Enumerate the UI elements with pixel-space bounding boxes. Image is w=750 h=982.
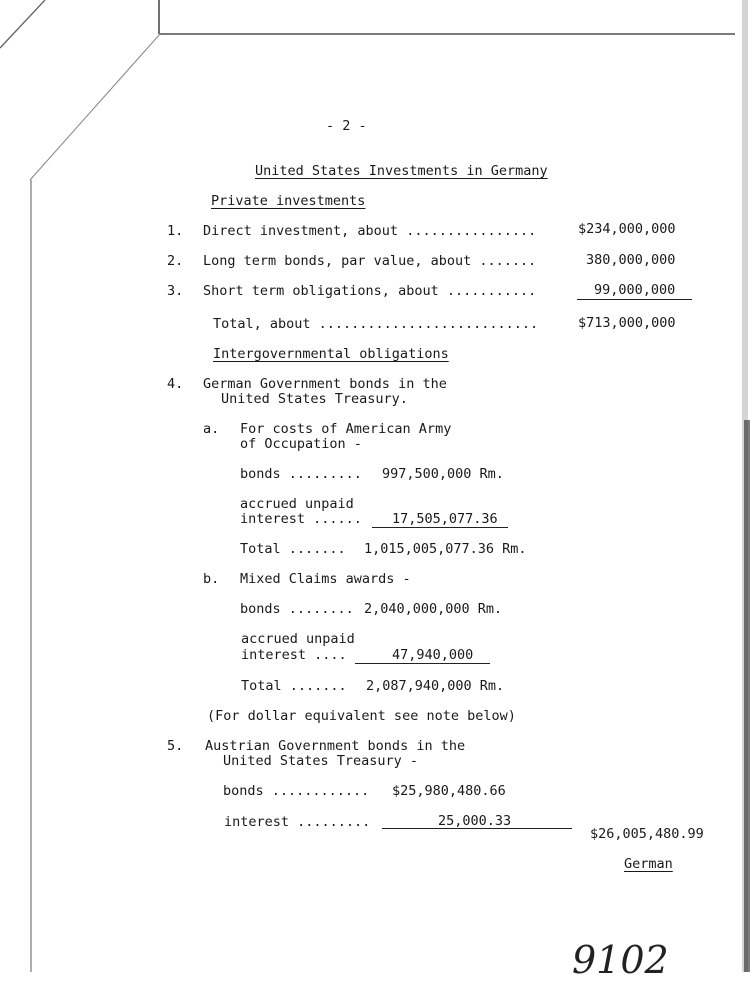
item-value: 99,000,000 xyxy=(594,282,676,298)
item-4a-bonds-value: 997,500,000 Rm. xyxy=(382,466,504,482)
intergovernmental-heading: Intergovernmental obligations xyxy=(213,346,449,362)
item-4b-total-value: 2,087,940,000 Rm. xyxy=(366,678,505,694)
item-4a-line-2: of Occupation - xyxy=(240,436,362,452)
item-4-number: 4. xyxy=(167,376,184,392)
item-4a-interest-label: interest ...... xyxy=(240,511,362,527)
item-4a-total-label: Total ....... xyxy=(240,541,346,557)
item-5-total-value: $26,005,480.99 xyxy=(590,826,704,842)
private-total-value: $713,000,000 xyxy=(578,315,676,331)
item-4a-total-value: 1,015,005,077.36 Rm. xyxy=(364,541,527,557)
item-4a-bonds-label: bonds ......... xyxy=(240,466,362,482)
item-5-line-1: Austrian Government bonds in the xyxy=(205,738,466,754)
document-title: United States Investments in Germany xyxy=(255,163,548,179)
item-4b-interest-label: interest .... xyxy=(241,647,347,663)
subtotal-rule xyxy=(577,299,692,300)
item-value: $234,000,000 xyxy=(578,221,676,237)
item-4-line-1: German Government bonds in the xyxy=(203,376,447,392)
item-5-bonds-label: bonds ............ xyxy=(223,783,370,799)
item-label: Direct investment, about ................ xyxy=(203,223,537,239)
catchword: German xyxy=(624,856,673,872)
item-4b-accrued: accrued unpaid xyxy=(241,631,355,647)
item-label: Long term bonds, par value, about ....... xyxy=(203,253,537,269)
item-label: Short term obligations, about ........... xyxy=(203,283,537,299)
item-4b-total-label: Total ....... xyxy=(241,678,347,694)
item-4b-bonds-label: bonds ........ xyxy=(240,601,354,617)
item-5-number: 5. xyxy=(167,738,184,754)
dollar-equivalent-note: (For dollar equivalent see note below) xyxy=(207,708,516,724)
item-4b-interest-value: 47,940,000 xyxy=(392,647,474,663)
handwritten-mark: 9102 xyxy=(572,938,669,982)
item-4b-interest-rule xyxy=(355,663,490,664)
item-4b-letter: b. xyxy=(203,571,220,587)
item-4b-line-1: Mixed Claims awards - xyxy=(240,571,411,587)
page-number: - 2 - xyxy=(326,118,367,134)
item-number: 3. xyxy=(167,283,184,299)
item-5-interest-label: interest ......... xyxy=(224,814,371,830)
item-number: 1. xyxy=(167,223,184,239)
item-5-interest-value: 25,000.33 xyxy=(438,813,512,829)
item-5-bonds-value: $25,980,480.66 xyxy=(392,783,506,799)
item-value: 380,000,000 xyxy=(586,252,676,268)
item-4a-interest-rule xyxy=(372,527,508,528)
private-investments-heading: Private investments xyxy=(211,193,366,209)
item-5-interest-rule xyxy=(382,828,572,829)
item-4b-bonds-value: 2,040,000,000 Rm. xyxy=(364,601,503,617)
item-5-line-2: United States Treasury - xyxy=(223,753,419,769)
item-4a-letter: a. xyxy=(203,421,220,437)
private-total-label: Total, about ........................... xyxy=(213,316,539,332)
item-4-line-2: United States Treasury. xyxy=(221,391,408,407)
item-4a-line-1: For costs of American Army xyxy=(240,421,452,437)
item-number: 2. xyxy=(167,253,184,269)
item-4a-accrued: accrued unpaid xyxy=(240,496,354,512)
item-4a-interest-value: 17,505,077.36 xyxy=(392,511,498,527)
